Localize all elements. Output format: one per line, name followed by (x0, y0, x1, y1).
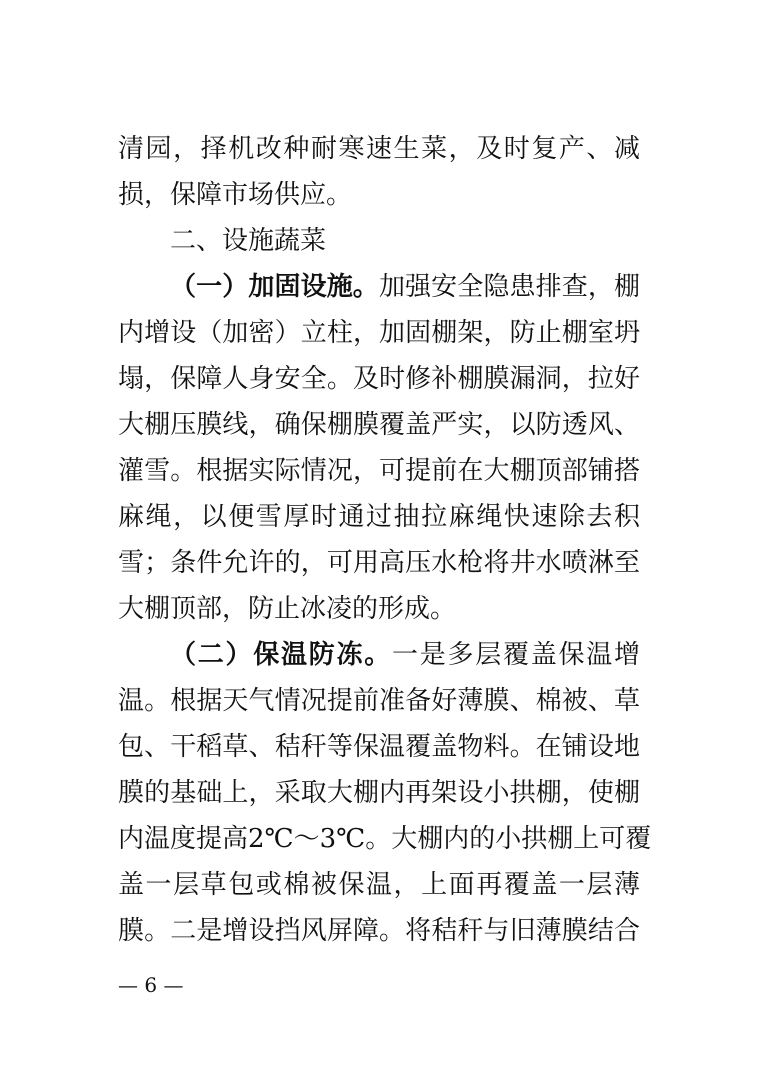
paragraph-line: 内增设（加密）立柱，加固棚架，防止棚室坍 (118, 318, 640, 348)
paragraph-line: 温。根据天气情况提前准备好薄膜、棉被、草 (118, 686, 640, 716)
paragraph-text: 加强安全隐患排查，棚 (378, 272, 640, 302)
paragraph-line: 膜的基础上，采取大棚内再架设小拱棚，使棚 (118, 778, 640, 808)
paragraph-line: 盖一层草包或棉被保温，上面再覆盖一层薄 (118, 870, 640, 900)
section-heading: 二、设施蔬菜 (170, 226, 327, 256)
paragraph-line: 灌雪。根据实际情况，可提前在大棚顶部铺搭 (118, 456, 640, 486)
subsection-heading: （一）加固设施。 (170, 272, 379, 302)
paragraph-line: 大棚压膜线，确保棚膜覆盖严实，以防透风、 (118, 410, 640, 440)
paragraph-line: 清园，择机改种耐寒速生菜，及时复产、减 (118, 134, 640, 164)
paragraph-line: 包、干稻草、秸秆等保温覆盖物料。在铺设地 (118, 732, 640, 762)
paragraph-line: 损，保障市场供应。 (118, 180, 353, 210)
paragraph-line: 内温度提高2℃～3℃。大棚内的小拱棚上可覆 (118, 824, 652, 854)
subsection-heading: （二）保温防冻。 (170, 640, 392, 670)
paragraph-text: 一是多层覆盖保温增 (392, 640, 640, 670)
paragraph-line: 膜。二是增设挡风屏障。将秸秆与旧薄膜结合 (118, 916, 640, 946)
paragraph-line: 雪；条件允许的，可用高压水枪将井水喷淋至 (118, 548, 640, 578)
paragraph-line: 麻绳，以便雪厚时通过抽拉麻绳快速除去积 (118, 502, 640, 532)
paragraph-line: 塌，保障人身安全。及时修补棚膜漏洞，拉好 (118, 364, 640, 394)
paragraph-line: 大棚顶部，防止冰凌的形成。 (118, 594, 457, 624)
page-number: — 6 — (118, 973, 184, 997)
